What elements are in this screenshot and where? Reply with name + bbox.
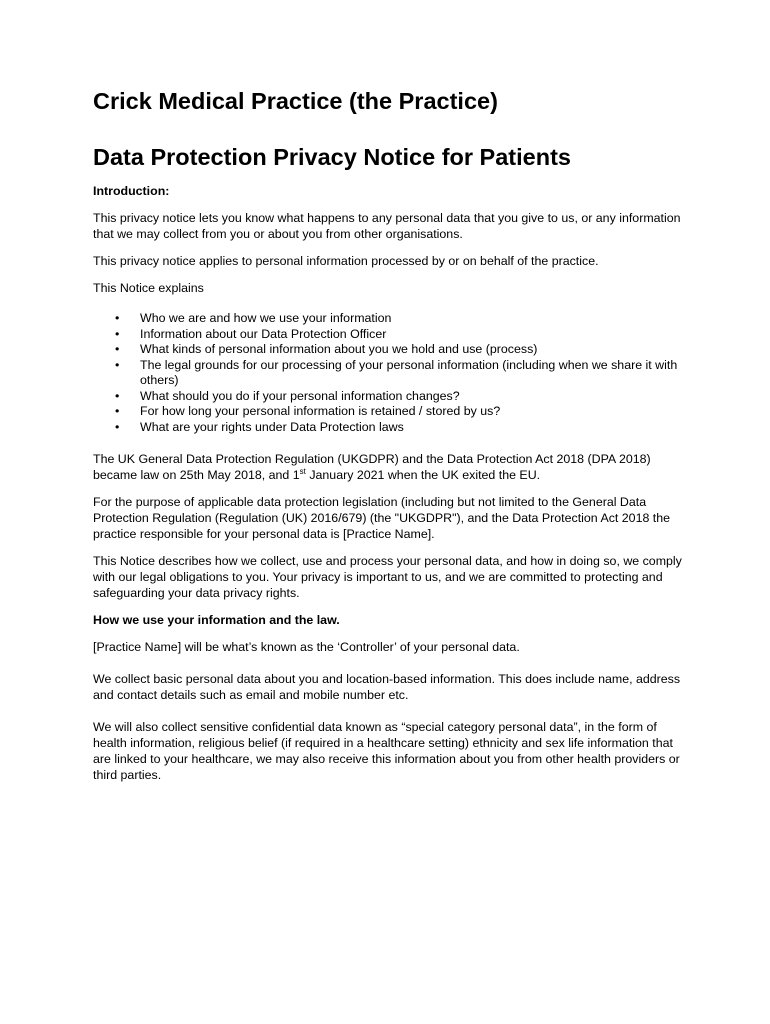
list-item	[93, 342, 683, 358]
explains-label: This Notice explains	[93, 281, 204, 295]
list-item-text: What kinds of personal information about you we hold and use (process)	[140, 342, 538, 356]
document-title: Crick Medical Practice (the Practice)	[93, 88, 498, 114]
list-item-text: Information about our Data Protection Officer	[140, 326, 387, 341]
sensitive-data-paragraph: We will also collect sensitive confidential data known as “special category personal data”, in the form of health information, religious belief (if required in a healthcare setting) ethnicity and sex life information that are linked to your healthcare, we may also receive this information about you from other health providers or third parties.	[93, 720, 680, 782]
list-item-text: Who we are and how we use your information	[140, 311, 392, 325]
intro-paragraph-2: This privacy notice applies to personal information processed by or on behalf of the practice.	[93, 254, 599, 268]
document-subtitle: Data Protection Privacy Notice for Patients	[93, 144, 571, 170]
list-item-text: What should you do if your personal information changes?	[140, 388, 460, 403]
bullet-icon: •	[115, 326, 120, 341]
intro-paragraph-1: This privacy notice lets you know what happens to any personal data that you give to us, or any information that we may collect from you or about you from other organisations.	[93, 211, 681, 241]
gdpr-text-part1: The UK General Data Protection Regulation (UKGDPR) and the Data Protection Act 2018 (DPA 2018) became law on 25th May 2018, and 1	[93, 452, 651, 482]
bullet-icon: •	[115, 342, 120, 356]
list-item	[93, 389, 683, 405]
list-item-text: The legal grounds for our processing of your personal information (including when we share it with others)	[140, 357, 678, 387]
bullet-icon: •	[115, 388, 120, 403]
intro-heading: Introduction:	[93, 184, 170, 198]
controller-paragraph: [Practice Name] will be what’s known as the ‘Controller’ of your personal data.	[93, 640, 520, 654]
bullet-icon: •	[115, 404, 120, 418]
section-heading: How we use your information and the law.	[93, 613, 340, 627]
bullet-icon: •	[115, 357, 120, 372]
purpose-paragraph: For the purpose of applicable data protection legislation (including but not limited to the General Data Protection Regulation (Regulation (UK) 2016/679) (the "UKGDPR"), and the Data Protection Act 2018 the practice responsible for your personal data is [Practice Name].	[93, 495, 671, 541]
gdpr-text-part2: January 2021 when the UK exited the EU.	[305, 468, 541, 482]
ordinal-suffix: st	[299, 467, 306, 476]
collect-paragraph: We collect basic personal data about you and location-based information. This does include name, address and contact details such as email and mobile number etc.	[93, 672, 681, 702]
list-item	[93, 311, 683, 327]
bullet-icon: •	[115, 419, 120, 434]
list-item	[93, 404, 683, 420]
contents-list	[93, 311, 683, 435]
list-item	[93, 327, 683, 343]
document-page	[93, 86, 683, 794]
list-item-text: For how long your personal information is retained / stored by us?	[140, 404, 501, 418]
list-item-text: What are your rights under Data Protection laws	[140, 419, 404, 434]
list-item	[93, 420, 683, 436]
bullet-icon: •	[115, 311, 120, 325]
gdpr-paragraph	[93, 451, 683, 483]
list-item	[93, 358, 683, 389]
describes-paragraph: This Notice describes how we collect, use and process your personal data, and how in doing so, we comply with our legal obligations to you. Your privacy is important to us, and we are committed to protecting and safeguarding your data privacy rights.	[93, 554, 682, 600]
